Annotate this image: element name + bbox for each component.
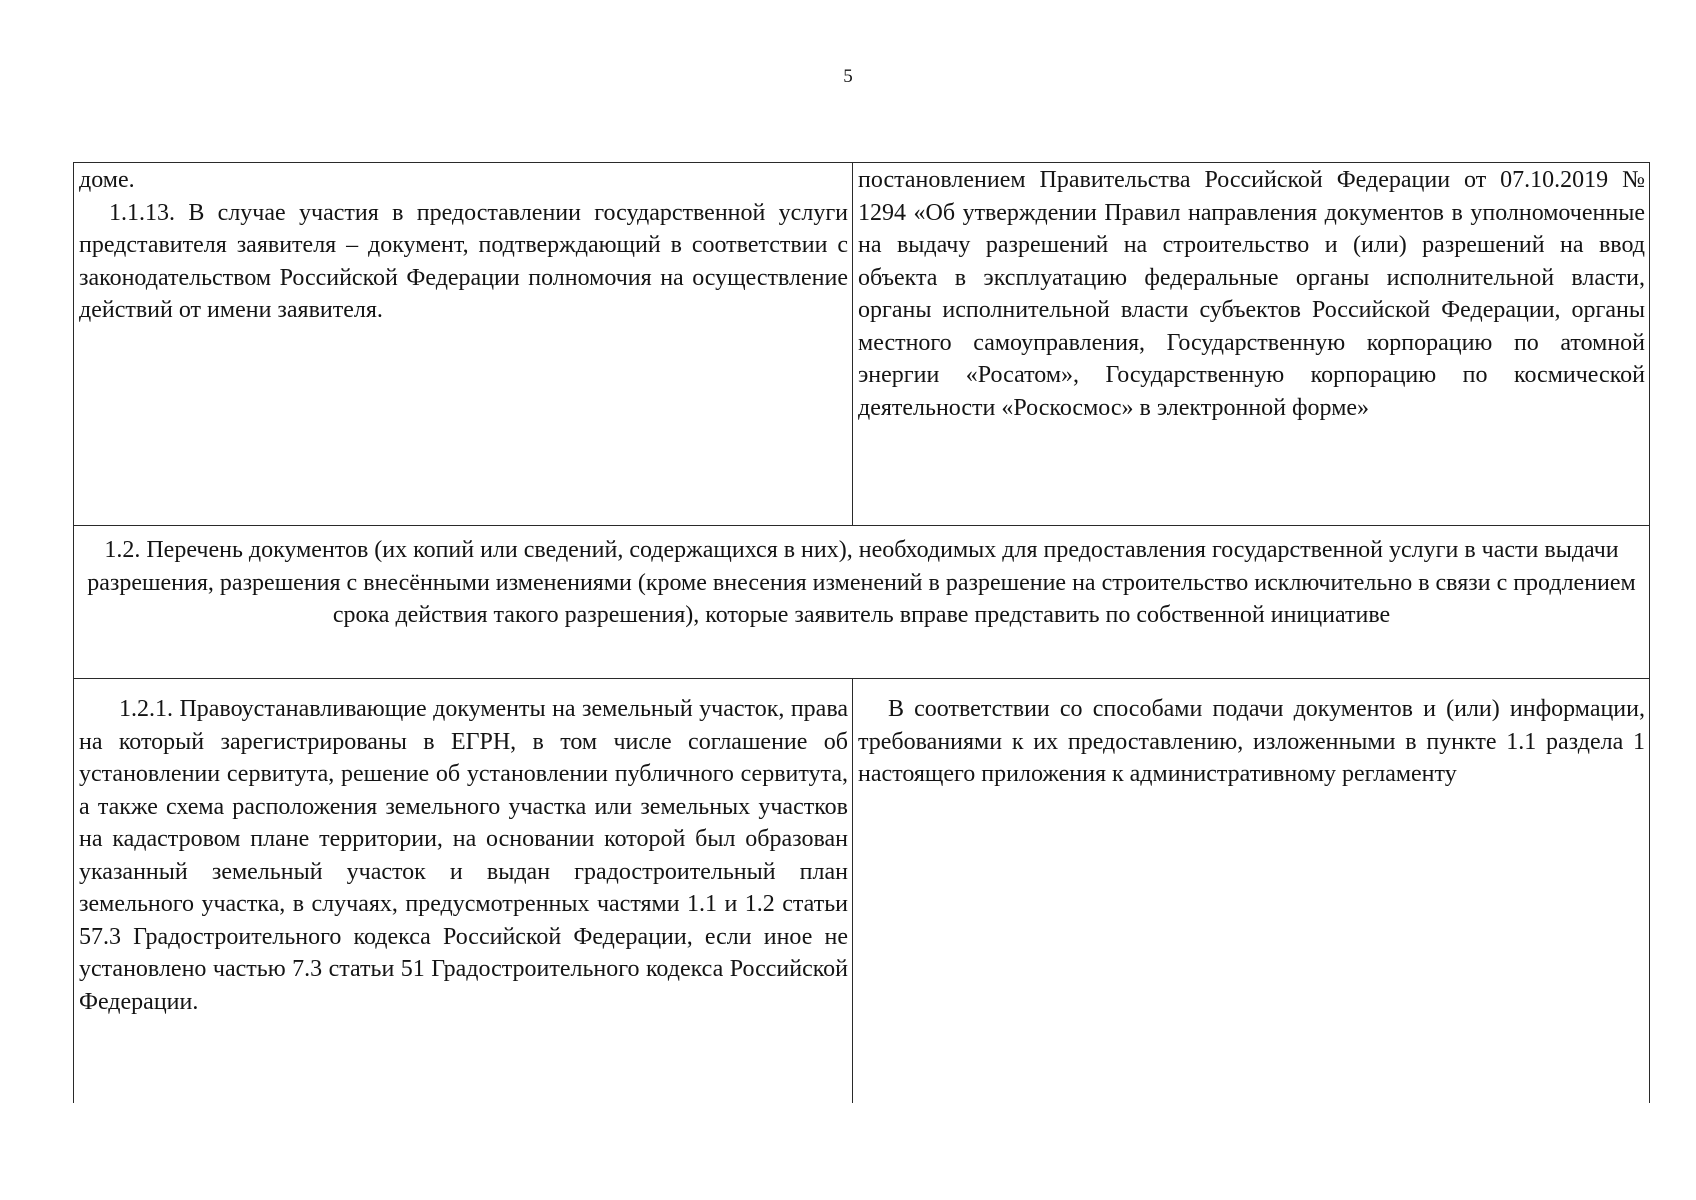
table-row xyxy=(74,679,1650,1104)
section-heading-1-2: 1.2. Перечень документов (их копий или сведений, содержащихся в них), необходимых для предоставления государственной услуги в части выдачи разрешения, разрешения с внесёнными изменениями (кроме внесения изменений в разрешение на строительство исключительно в связи с продлением срока действия такого разрешения), которые заявитель вправе представить по собственной инициативе xyxy=(87,537,1636,628)
table-cell-right xyxy=(853,163,1650,526)
document-table xyxy=(73,162,1650,1103)
page-number: 5 xyxy=(843,66,853,87)
table-cell-left xyxy=(74,163,853,526)
table-cell-left xyxy=(74,679,853,1104)
legal-basis-text: постановлением Правительства Российской Федерации от 07.10.2019 № 1294 «Об утверждении Правил направления документов в уполномоченные на выдачу разрешений на строительство и (или) разрешений на ввод объекта в эксплуатацию федеральные органы исполнительной власти, органы исполнительной власти субъектов Российской Федерации, органы местного самоуправления, Государственную корпорацию по атомной энергии «Росатом», Государственную корпорацию по космической деятельности «Роскосмос» в электронной форме» xyxy=(858,167,1645,421)
continuation-text: доме. xyxy=(79,167,135,193)
clause-1-2-1: 1.2.1. Правоустанавливающие документы на земельный участок, права на который зарегистрированы в ЕГРН, в том числе соглашение об установлении сервитута, решение об установлении публичного сервитута, а также схема расположения земельного участка или земельных участков на кадастровом плане территории, на основании которой был образован указанный земельный участок и выдан градостроительный план земельного участка, в случаях, предусмотренных частями 1.1 и 1.2 статьи 57.3 Градостроительного кодекса Российской Федерации, если иное не установлено частью 7.3 статьи 51 Градостроительного кодекса Российской Федерации. xyxy=(79,696,848,1015)
table-cell-right xyxy=(853,679,1650,1104)
table-row xyxy=(74,526,1650,679)
section-heading-cell xyxy=(74,526,1650,679)
clause-1-1-13: 1.1.13. В случае участия в предоставлении государственной услуги представителя заявителя – документ, подтверждающий в соответствии с законодательством Российской Федерации полномочия на осуществление действий от имени заявителя. xyxy=(79,199,848,323)
table-row xyxy=(74,163,1650,526)
submission-method-text: В соответствии со способами подачи документов и (или) информации, требованиями к их предоставлению, изложенными в пункте 1.1 раздела 1 настоящего приложения к административному регламенту xyxy=(858,696,1645,787)
